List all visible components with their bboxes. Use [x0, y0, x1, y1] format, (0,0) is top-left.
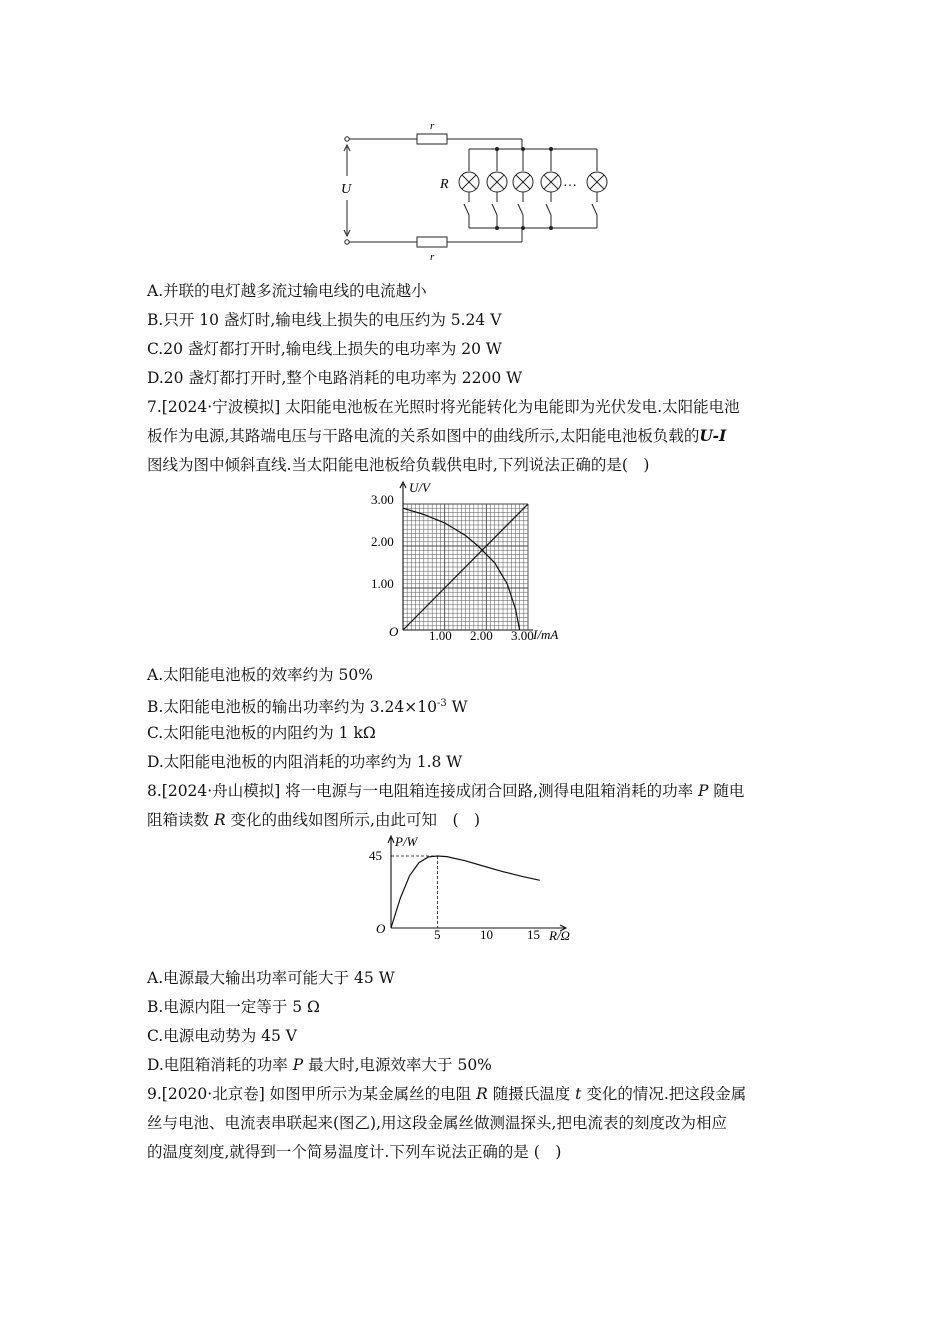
terminal-bottom	[345, 240, 349, 244]
pr-xtick-5: 5	[434, 927, 441, 942]
q8-option-c: C.电源电动势为 45 V	[147, 1027, 298, 1045]
ui-chart	[365, 478, 590, 648]
q7-option-c: C.太阳能电池板的内阻约为 1 kΩ	[147, 724, 376, 742]
q9-stem-line2: 丝与电池、电流表串联起来(图乙),用这段金属丝做测温探头,把电流表的刻度改为相应	[147, 1114, 727, 1132]
q6-option-a: A.并联的电灯越多流过输电线的电流越小	[147, 282, 427, 300]
ui-origin: O	[389, 624, 399, 639]
q8-option-d: D.电阻箱消耗的功率 P 最大时,电源效率大于 50%	[147, 1056, 492, 1074]
q7-option-d: D.太阳能电池板的内阻消耗的功率约为 1.8 W	[147, 753, 463, 771]
switch-icon	[518, 204, 523, 215]
resistor-top	[417, 134, 447, 144]
ui-xtick-3: 3.00	[511, 628, 534, 643]
ui-ytick-2: 2.00	[371, 534, 394, 549]
ui-ytick-1: 1.00	[371, 576, 394, 591]
pr-origin: O	[376, 921, 386, 936]
ui-xtick-1: 1.00	[429, 628, 452, 643]
voltage-label: U	[341, 182, 352, 197]
terminal-top	[345, 137, 349, 141]
pr-ylabel: P/W	[395, 834, 418, 849]
q7-stem-line3: 图线为图中倾斜直线.当太阳能电池板给负载供电时,下列说法正确的是( )	[147, 456, 650, 474]
r-bottom-label: r	[430, 251, 435, 263]
q8-option-b: B.电源内阻一定等于 5 Ω	[147, 998, 320, 1016]
q6-option-d: D.20 盏灯都打开时,整个电路消耗的电功率为 2200 W	[147, 369, 523, 387]
pr-xlabel: R/Ω	[549, 928, 570, 943]
pr-ytick-45: 45	[369, 848, 382, 863]
r-top-label: r	[430, 120, 435, 132]
q8-stem-line1: 8.[2024·舟山模拟] 将一电源与一电阻箱连接成闭合回路,测得电阻箱消耗的功率 P 随电	[147, 782, 745, 800]
q6-option-b: B.只开 10 盏灯时,输电线上损失的电压约为 5.24 V	[147, 311, 502, 329]
ui-ytick-3: 3.00	[371, 492, 394, 507]
circuit-figure	[335, 118, 625, 268]
ui-xlabel: I/mA	[533, 627, 559, 642]
lamp-label: R	[440, 177, 449, 192]
resistor-bottom	[417, 237, 447, 247]
switch-icon	[546, 204, 551, 215]
q9-stem-line3: 的温度刻度,就得到一个简易温度计.下列车说法正确的是 ( )	[147, 1143, 562, 1161]
switch-icon	[592, 204, 597, 215]
q7-option-a: A.太阳能电池板的效率约为 50%	[147, 666, 373, 684]
q7-option-b: B.太阳能电池板的输出功率约为 $3.24\times 10^{-3}$ W	[147, 698, 468, 717]
q8-option-a: A.电源最大输出功率可能大于 45 W	[147, 969, 395, 987]
ellipsis-label: …	[563, 175, 577, 190]
ui-xtick-2: 2.00	[470, 628, 493, 643]
pr-xtick-10: 10	[480, 927, 493, 942]
pr-chart	[365, 832, 590, 944]
pr-xtick-15: 15	[527, 927, 540, 942]
switch-icon	[492, 204, 497, 215]
ui-ylabel: U/V	[409, 480, 430, 495]
q7-stem-line2: 板作为电源,其路端电压与干路电流的关系如图中的曲线所示,太阳能电池板负载的U-I	[147, 426, 727, 445]
q6-option-c: C.20 盏灯都打开时,输电线上损失的电功率为 20 W	[147, 340, 502, 358]
switch-icon	[464, 204, 469, 215]
power-curve	[391, 856, 540, 928]
q7-stem-line1: 7.[2024·宁波模拟] 太阳能电池板在光照时将光能转化为电能即为光伏发电.太阳能电池	[147, 398, 740, 416]
q8-stem-line2: 阻箱读数 R 变化的曲线如图所示,由此可知 ( )	[147, 811, 481, 829]
q9-stem-line1: 9.[2020·北京卷] 如图甲所示为某金属丝的电阻 R 随摄氏温度 t 变化的情况.把这段金属	[147, 1085, 747, 1103]
